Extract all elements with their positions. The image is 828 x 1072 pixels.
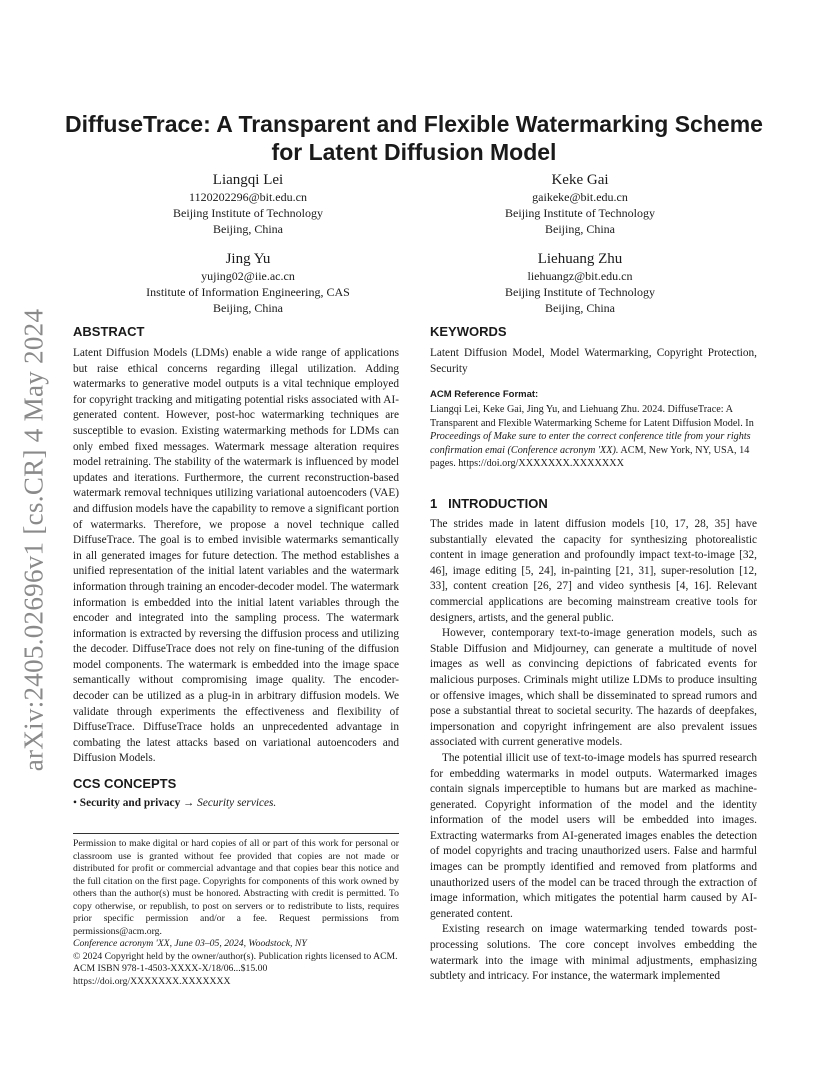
author-location: Beijing, China	[545, 300, 615, 315]
section-number: 1	[430, 496, 438, 511]
author-name: Jing Yu	[225, 251, 271, 267]
author-name: Keke Gai	[551, 172, 609, 188]
author-email: gaikeke@bit.edu.cn	[532, 190, 628, 204]
author-block-3	[98, 249, 398, 316]
author-affiliation: Beijing Institute of Technology	[505, 284, 655, 299]
author-affiliation: Institute of Information Engineering, CAS	[146, 284, 350, 299]
section-title: INTRODUCTION	[448, 496, 548, 511]
author-block-1	[98, 170, 398, 237]
intro-paragraph-4: Existing research on image watermarking tended towards post-processing solutions. The core concept involves embedding the watermark into the image with minimal adjustments, emphasizing subtlety and intricacy. For instance, the watermark implemented	[430, 923, 757, 983]
abstract-text: Latent Diffusion Models (LDMs) enable a wide range of applications but raise ethical concerns regarding illegal utilization. Adding watermarks to generative model outputs is a vital technique employed for copyright tracking and mitigating potential risks associated with AI-generated content. However, post-hoc watermarking techniques are susceptible to evasion. Existing watermarking methods for LDMs can only embed fixed messages. Watermark message alteration requires model retraining. The stability of the watermark is influenced by model updates and iterations. Furthermore, the current reconstruction-based watermark removal techniques utilizing variational autoencoders (VAE) and diffusion models have the capability to remove a significant portion of watermarks. Therefore, we propose a novel technique called DiffuseTrace. The goal is to embed invisible watermarks semantically in all generated images for future detection. The method establishes a unified representation of the initial latent variables and the watermark information through training an encoder-decoder model. The watermark information is embedded into the initial latent variables through the encoder and integrated into the sampling process. The watermark information is extracted by reversing the diffusion process and utilizing the decoder. DiffuseTrace does not rely on fine-tuning of the diffusion model components. The watermark is embedded into the image space semantically without compromising image quality. The encoder-decoder can be utilized as a plug-in in arbitrary diffusion models. We validate through experiments the effectiveness and flexibility of DiffuseTrace. DiffuseTrace holds an unprecedented advantage in combating the latest attacks based on variational autoencoders and Diffusion Models.	[73, 347, 399, 765]
ccs-heading: CCS CONCEPTS	[73, 776, 177, 791]
arxiv-sidebar	[14, 300, 54, 780]
title-line-1: DiffuseTrace: A Transparent and Flexible Watermarking Scheme	[65, 111, 763, 137]
ccs-concepts	[73, 796, 399, 812]
title-line-2: for Latent Diffusion Model	[271, 139, 557, 165]
author-location: Beijing, China	[213, 300, 283, 315]
reference-venue: Proceedings of Make sure to enter the correct conference title from your rights confirmation emai (Conference acronym 'XX).	[430, 431, 751, 456]
author-affiliation: Beijing Institute of Technology	[505, 205, 655, 220]
reference-text-before: Liangqi Lei, Keke Gai, Jing Yu, and Liehuang Zhu. 2024. DiffuseTrace: A Transparent and Flexible Watermarking Scheme for Latent Diffusion Model. In	[430, 404, 754, 429]
author-location: Beijing, China	[545, 221, 615, 236]
permission-notice: Permission to make digital or hard copies of all or part of this work for personal or classroom use is granted without fee provided that copies are not made or distributed for profit or commercial advantage and that copies bear this notice and the full citation on the first page. Copyrights for components of this work owned by others than the author(s) must be honored. Abstracting with credit is permitted. To copy otherwise, or republish, to post on servers or to redistribute to lists, requires prior specific permission and/or a fee. Request permissions from permissions@acm.org.	[73, 838, 399, 937]
reference-format-text	[430, 403, 757, 471]
intro-paragraph-2: However, contemporary text-to-image generation models, such as Stable Diffusion and Midjourney, can generate a multitude of novel images as well as convincing depictions of fabricated events for malicious purposes. Criminals might utilize LDMs to produce insulting or offensive images, which shall be disseminated to spread rumors and pose a substantial threat to societal security. The hazards of deepfakes, impersonation and copyright infringement are also prevalent issues associated with current generative models.	[430, 627, 757, 749]
author-name: Liangqi Lei	[212, 172, 284, 188]
footnote-divider	[73, 833, 399, 834]
abstract-heading: ABSTRACT	[73, 324, 145, 339]
author-block-4	[430, 249, 730, 316]
author-email: yujing02@iie.ac.cn	[201, 269, 295, 283]
author-block-2	[430, 170, 730, 237]
ccs-category: Security and privacy	[79, 797, 181, 809]
ccs-concept: Security services.	[197, 797, 277, 809]
ccs-arrow: →	[183, 797, 195, 809]
doi-line: https://doi.org/XXXXXXX.XXXXXXX	[73, 975, 231, 987]
keywords-heading: KEYWORDS	[430, 324, 507, 339]
introduction-heading	[430, 496, 548, 511]
ccs-bullet: •	[73, 797, 77, 809]
intro-paragraph-1: The strides made in latent diffusion models [10, 17, 28, 35] have substantially elevated the capacity for synthesizing photorealistic content in image generation and profoundly impact text-to-image [32, 46], image editing [5, 24], in-painting [21, 31], super-resolution [12, 33], content creation [26, 27] and video synthesis [4, 16]. Relevant commercial applications are becoming mainstream creative tools for designers, artists, and the general public.	[430, 518, 757, 624]
arxiv-identifier: arXiv:2405.02696v1 [cs.CR] 4 May 2024	[18, 308, 49, 772]
copyright-line: © 2024 Copyright held by the owner/author(s). Publication rights licensed to ACM.	[73, 950, 398, 962]
reference-text-after: ACM, New York, NY, USA, 14 pages. https://doi.org/XXXXXXX.XXXXXXX	[430, 444, 750, 469]
intro-paragraph-3: The potential illicit use of text-to-image models has spurred research for embedding watermarks in model outputs. Watermarked images contain signals imperceptible to humans but are marked as machine-generated. Copyright information of the model and the identity information of the model users will be embedded into images. Extracting watermarks from AI-generated images enables the detection of model copyrights and tracing unauthorized users. False and harmful images can be promptly identified and removed from platforms and unauthorized users of the model can be traced through the extraction of image information, which mitigates the potential harm caused by AI-generated content.	[430, 751, 757, 920]
author-location: Beijing, China	[213, 221, 283, 236]
keywords-text: Latent Diffusion Model, Model Watermarking, Copyright Protection, Security	[430, 347, 757, 375]
footnote-block	[73, 838, 399, 988]
conference-line: Conference acronym 'XX, June 03–05, 2024, Woodstock, NY	[73, 938, 307, 949]
author-email: liehuangz@bit.edu.cn	[527, 269, 633, 283]
introduction-body	[430, 517, 757, 985]
paper-title	[40, 110, 788, 166]
author-name: Liehuang Zhu	[537, 251, 623, 267]
author-email: 1120202296@bit.edu.cn	[189, 190, 307, 204]
author-affiliation: Beijing Institute of Technology	[173, 205, 323, 220]
isbn-line: ACM ISBN 978-1-4503-XXXX-X/18/06...$15.00	[73, 963, 268, 974]
reference-format-heading: ACM Reference Format:	[430, 389, 539, 400]
